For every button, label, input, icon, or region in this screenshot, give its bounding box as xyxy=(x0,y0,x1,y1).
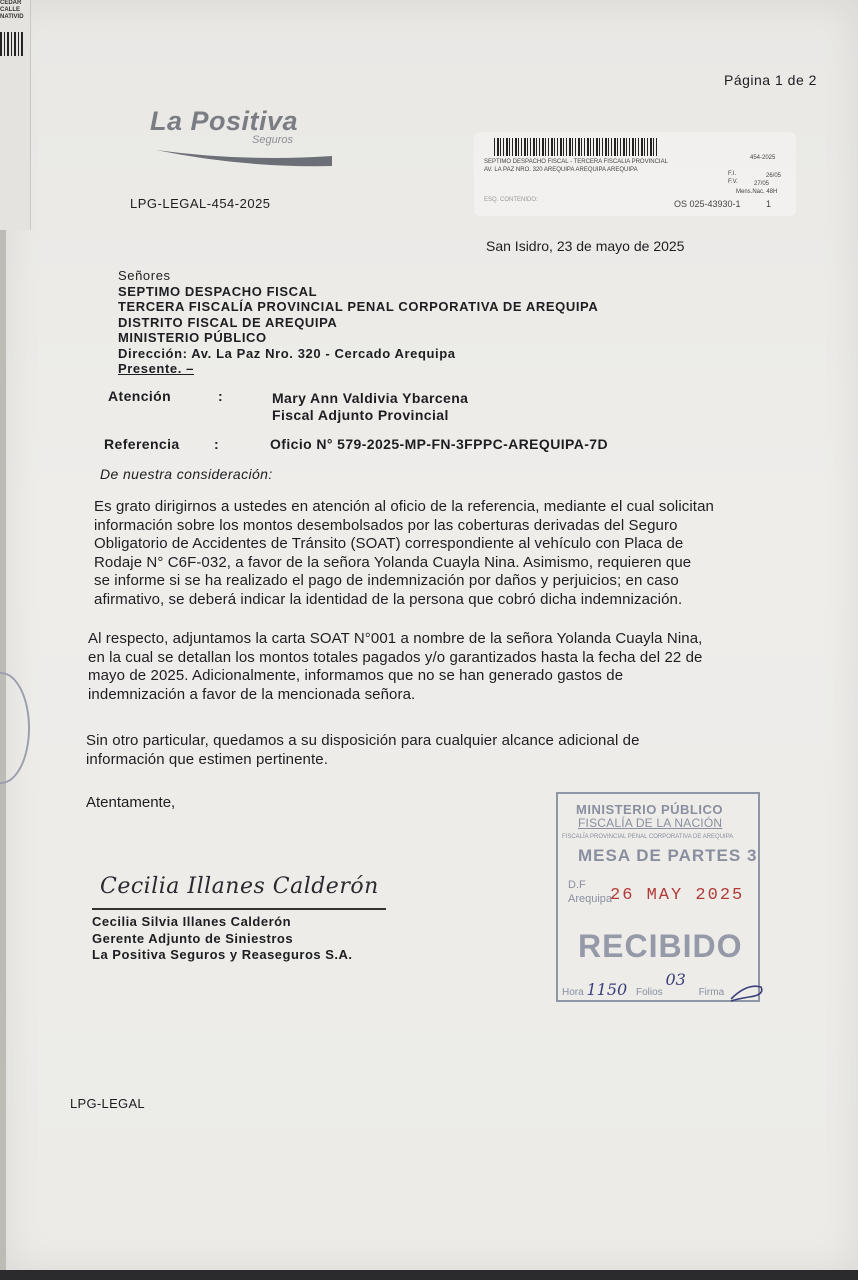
stamp-city: Arequipa xyxy=(568,893,613,905)
document-code: LPG-LEGAL-454-2025 xyxy=(130,196,271,211)
underlying-barcode xyxy=(0,32,24,56)
courier-line-2: AV. LA PAZ NRO. 320 AREQUIPA AREQUIPA AREQUIPA xyxy=(484,167,638,173)
attention-recipient xyxy=(272,390,468,424)
stamp-initials-icon xyxy=(727,981,767,1003)
paragraph-line: Sin otro particular, quedamos a su disposición para cualquier alcance adicional de xyxy=(86,732,640,749)
attention-title: Fiscal Adjunto Provincial xyxy=(272,407,449,423)
courier-contenido: ESQ. CONTENIDO: xyxy=(484,197,538,203)
addressee-line-2: TERCERA FISCALÍA PROVINCIAL PENAL CORPORATIVA DE AREQUIPA xyxy=(118,299,599,314)
courier-ref: 454-2025 xyxy=(750,155,776,161)
paragraph-line: Al respecto, adjuntamos la carta SOAT N°001 a nombre de la señora Yolanda Cuayla Nina, xyxy=(88,630,703,647)
signature-block xyxy=(92,914,353,964)
handwritten-signature: Cecilia Illanes Calderón xyxy=(100,874,379,899)
reference-value: Oficio N° 579-2025-MP-FN-3FPPC-AREQUIPA-7D xyxy=(270,436,608,452)
paragraph-line: se informe si se ha realizado el pago de indemnización por daños y perjuicios; en caso xyxy=(94,572,679,589)
paragraph-line: información que estimen pertinente. xyxy=(86,750,328,768)
paragraph-line: Es grato dirigirnos a ustedes en atención al oficio de la referencia, mediante el cual solicitan xyxy=(94,498,714,515)
signer-company: La Positiva Seguros y Reaseguros S.A. xyxy=(92,947,353,962)
courier-fi-value: 26/05 xyxy=(766,173,782,179)
addressee-greeting: Señores xyxy=(118,268,171,283)
stamp-hora: 1150 xyxy=(586,980,628,999)
logo-subtitle: Seguros xyxy=(252,134,293,146)
logo-wordmark: La Positiva xyxy=(150,106,299,136)
body-paragraph-3 xyxy=(86,732,800,769)
courier-count: 1 xyxy=(766,199,772,209)
paragraph-line: Rodaje N° C6F-032, a favor de la señora Yolanda Cuayla Nina. Asimismo, requieren que xyxy=(94,553,692,571)
body-paragraph-1 xyxy=(94,498,790,609)
stamp-line-3: FISCALÍA PROVINCIAL PENAL CORPORATIVA DE AREQUIPA xyxy=(562,834,734,840)
stamp-line-2: FISCALÍA DE LA NACIÓN xyxy=(578,816,723,830)
signature-line xyxy=(92,908,386,910)
paragraph-line: afirmativo, se deberá indicar la identidad de la persona que cobró dicha indemnización. xyxy=(94,590,683,608)
stamp-mesa-partes: MESA DE PARTES 3 xyxy=(578,846,758,865)
barcode-icon xyxy=(494,138,658,156)
stamp-firma-label: Firma xyxy=(698,987,725,998)
reference-colon: : xyxy=(214,436,220,452)
paragraph-line: Obligatorio de Accidentes de Tránsito (SOAT) correspondiente al vehículo con Placa de xyxy=(94,535,684,552)
body-paragraph-2 xyxy=(88,630,798,704)
paragraph-line: indemnización a favor de la mencionada señora. xyxy=(88,685,416,703)
closing: Atentamente, xyxy=(86,794,176,811)
signer-position: Gerente Adjunto de Siniestros xyxy=(92,930,294,946)
attention-label: Atención xyxy=(108,388,172,404)
addressee-block xyxy=(118,268,598,377)
page-number: Página 1 de 2 xyxy=(724,72,817,88)
underlying-sheet-edge xyxy=(0,0,31,230)
stamp-df-label: D.F xyxy=(568,879,586,891)
courier-fv-value: 27/05 xyxy=(754,181,770,187)
underlying-sheet-text: CEDAR CALLE NATIVID xyxy=(0,0,24,20)
paragraph-line: mayo de 2025. Adicionalmente, informamos que no se han generado gastos de xyxy=(88,667,624,684)
attention-name: Mary Ann Valdivia Ybarcena xyxy=(272,390,469,406)
stamp-date: 26 MAY 2025 xyxy=(610,886,745,905)
addressee-line-3: DISTRITO FISCAL DE AREQUIPA xyxy=(118,314,338,330)
addressee-line-1: SEPTIMO DESPACHO FISCAL xyxy=(118,283,318,299)
stamp-df xyxy=(568,878,612,906)
signer-name: Cecilia Silvia Illanes Calderón xyxy=(92,914,292,929)
stamp-recibido: RECIBIDO xyxy=(578,928,743,964)
logo-swoosh-icon xyxy=(154,144,334,170)
courier-fv-label: F.V. xyxy=(728,179,738,185)
stamp-folios-label: Folios xyxy=(635,987,663,998)
reference-label: Referencia xyxy=(104,436,180,452)
attention-colon: : xyxy=(218,388,224,404)
paragraph-line: en la cual se detallan los montos totales pagados y/o garantizados hasta la fecha del 22 de xyxy=(88,648,703,666)
courier-fi-label: F.I. xyxy=(728,171,737,177)
stamp-line-1: MINISTERIO PÚBLICO xyxy=(576,802,723,817)
table-edge xyxy=(0,1270,858,1280)
addressee-line-4: MINISTERIO PÚBLICO xyxy=(118,330,267,345)
addressee-presente: Presente. – xyxy=(118,361,194,376)
company-logo xyxy=(150,106,340,166)
salutation: De nuestra consideración: xyxy=(100,466,273,482)
footer-code: LPG-LEGAL xyxy=(70,1096,145,1111)
stamp-folios: 03 xyxy=(665,970,686,989)
letter-date: San Isidro, 23 de mayo de 2025 xyxy=(486,238,685,254)
addressee-address: Dirección: Av. La Paz Nro. 320 - Cercado Arequipa xyxy=(118,345,456,361)
courier-label xyxy=(474,132,796,216)
courier-os-number: OS 025-43930-1 xyxy=(674,199,741,209)
reception-stamp xyxy=(556,792,760,1002)
stamp-footer xyxy=(562,970,767,1003)
paragraph-line: información sobre los montos desembolsados por las coberturas derivadas del Seguro xyxy=(94,516,678,534)
courier-service: Mens.Nac. 48H xyxy=(736,189,778,195)
courier-line-1: SEPTIMO DESPACHO FISCAL - TERCERA FISCALIA PROVINCIAL xyxy=(484,159,668,165)
stamp-hora-label: Hora xyxy=(562,987,584,998)
